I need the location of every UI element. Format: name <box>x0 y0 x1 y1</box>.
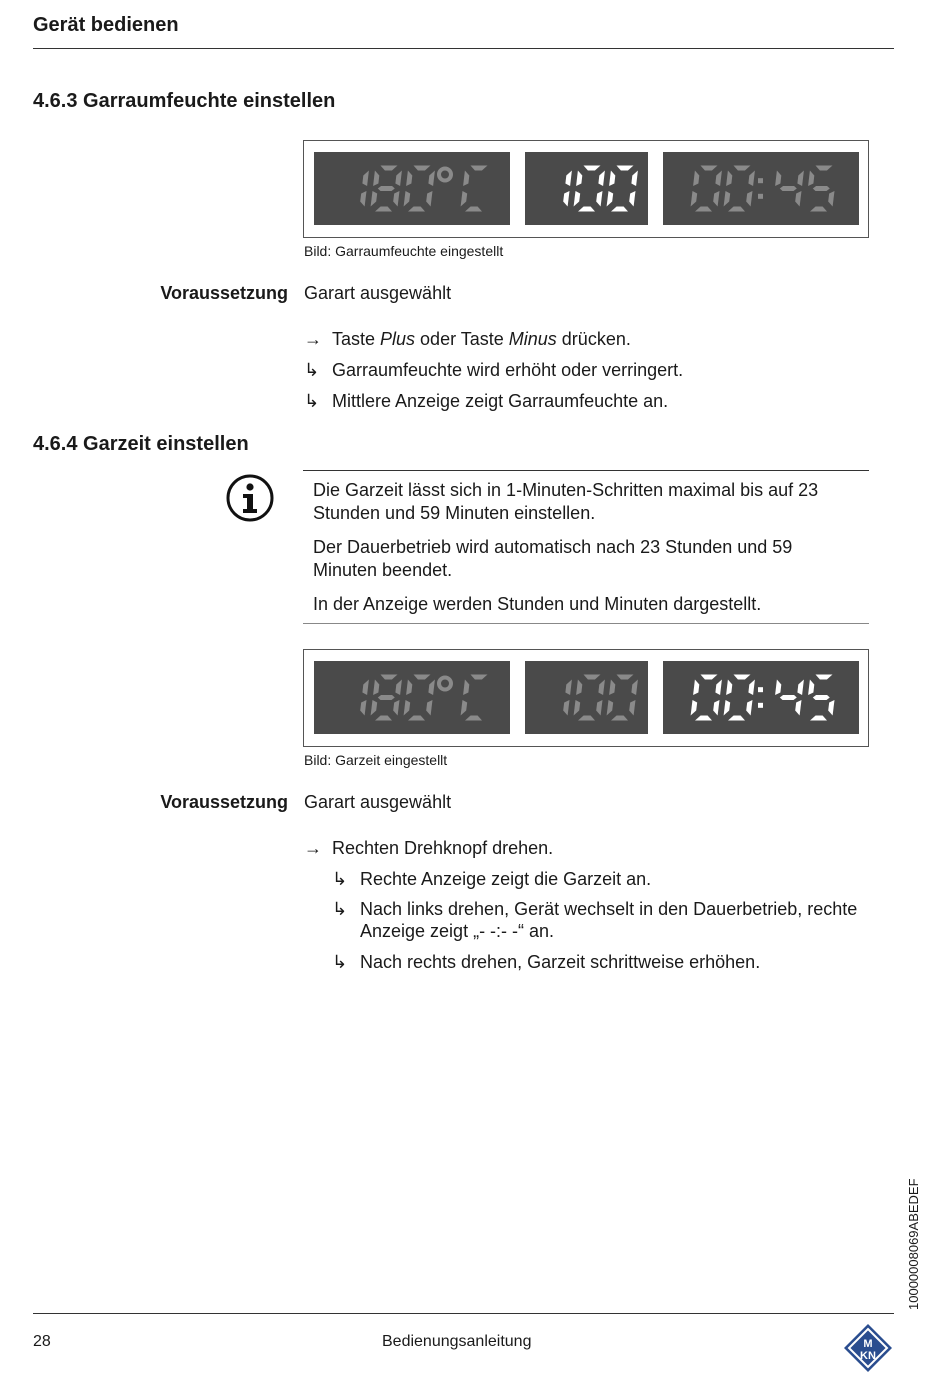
digit-segment <box>797 680 804 696</box>
digit-segment <box>609 171 615 187</box>
digit-segment <box>362 680 369 696</box>
digit-segment <box>828 191 834 207</box>
digit-segment <box>795 700 801 716</box>
info-icon <box>226 474 274 522</box>
digit-segment <box>598 171 605 187</box>
digit-segment <box>726 171 732 187</box>
prerequisite-label: Voraussetzung <box>160 792 288 812</box>
digit-segment <box>428 680 435 696</box>
digit-segment <box>746 191 752 207</box>
digit-segment <box>693 171 699 187</box>
digit-segment <box>631 171 638 187</box>
svg-text:KN: KN <box>860 1350 876 1362</box>
prerequisite-value: Garart ausgewählt <box>304 283 452 303</box>
digit-segment <box>584 166 601 171</box>
digit-segment <box>816 675 833 680</box>
time-segment-digits <box>663 152 859 225</box>
digit-segment <box>715 171 722 187</box>
digit-segment <box>780 695 797 700</box>
humidity-segment-digits <box>525 152 648 225</box>
digit-segment <box>598 680 605 696</box>
prerequisite-value: Garart ausgewählt <box>304 792 452 812</box>
digit-segment <box>816 166 833 171</box>
digit-segment <box>748 171 755 187</box>
digit-segment <box>596 191 602 207</box>
digit-segment <box>607 191 614 207</box>
figure-caption: Bild: Garraumfeuchte eingestellt <box>304 243 504 259</box>
section-heading-humidity: 4.6.3 Garraumfeuchte einstellen <box>33 90 336 112</box>
digit-segment <box>371 700 378 716</box>
digit-segment <box>808 171 814 187</box>
digit-segment <box>414 166 431 171</box>
digit-segment <box>715 680 722 696</box>
digit-segment <box>565 171 572 187</box>
digit-segment <box>395 680 402 696</box>
action-arrow-icon: → <box>304 838 322 858</box>
digit-segment <box>381 166 398 171</box>
digit-segment <box>471 166 488 171</box>
digit-segment <box>375 716 392 721</box>
segment-colon-dot <box>758 687 763 692</box>
mkn-logo <box>842 1322 894 1374</box>
digit-segment <box>578 207 595 212</box>
digit-segment <box>695 716 712 721</box>
digit-segment <box>576 171 582 187</box>
note-paragraph: Der Dauerbetrieb wird automatisch nach 23 Stunden und 59 Minuten beendet. <box>313 537 793 580</box>
result-arrow-icon: ↳ <box>332 952 348 972</box>
digit-segment <box>393 700 399 716</box>
display-panel-humidity <box>303 140 869 238</box>
digit-segment <box>371 191 378 207</box>
time-display <box>663 152 859 225</box>
digit-segment <box>734 675 751 680</box>
digit-segment <box>810 207 827 212</box>
digit-segment <box>426 191 432 207</box>
digit-segment <box>406 171 412 187</box>
figure-caption: Bild: Garzeit eingestellt <box>304 752 448 768</box>
digit-segment <box>395 171 402 187</box>
header-divider <box>33 48 894 49</box>
digit-segment <box>378 695 395 700</box>
digit-segment <box>471 675 488 680</box>
digit-segment <box>828 700 834 716</box>
digit-segment <box>563 191 569 207</box>
digit-segment <box>691 191 698 207</box>
digit-segment <box>713 191 719 207</box>
digit-segment <box>693 680 699 696</box>
digit-segment <box>574 191 581 207</box>
time-segment-digits <box>663 661 859 734</box>
digit-segment <box>360 191 366 207</box>
digit-segment <box>373 171 379 187</box>
temperature-segment-digits <box>314 152 510 225</box>
segment-colon-dot <box>758 703 763 708</box>
digit-segment <box>813 186 830 191</box>
segment-degree-mark <box>439 678 451 690</box>
digit-segment <box>617 675 634 680</box>
digit-segment <box>465 716 482 721</box>
digit-segment <box>426 700 432 716</box>
digit-segment <box>780 186 797 191</box>
digit-segment <box>408 716 425 721</box>
digit-segment <box>629 191 635 207</box>
digit-segment <box>375 207 392 212</box>
digit-segment <box>808 680 814 696</box>
digit-segment <box>746 700 752 716</box>
digit-segment <box>373 680 379 696</box>
digit-segment <box>691 700 698 716</box>
digit-segment <box>701 166 718 171</box>
digit-segment <box>724 191 731 207</box>
humidity-display <box>525 152 648 225</box>
info-note <box>303 470 869 624</box>
digit-segment <box>393 191 399 207</box>
result-arrow-icon: ↳ <box>332 869 348 889</box>
prerequisite-label: Voraussetzung <box>160 283 288 303</box>
digit-segment <box>813 695 830 700</box>
digit-segment <box>362 171 369 187</box>
digit-segment <box>578 716 595 721</box>
digit-segment <box>461 700 468 716</box>
digit-segment <box>701 675 718 680</box>
digit-segment <box>406 680 412 696</box>
result-arrow-icon: ↳ <box>304 360 320 380</box>
digit-segment <box>584 675 601 680</box>
action-arrow-icon: → <box>304 329 322 349</box>
segment-colon-dot <box>758 194 763 199</box>
note-paragraph: In der Anzeige werden Stunden und Minuten dargestellt. <box>313 594 762 614</box>
temperature-display <box>314 152 510 225</box>
digit-segment <box>631 680 638 696</box>
section-heading-cooking-time: 4.6.4 Garzeit einstellen <box>33 433 249 455</box>
digit-segment <box>404 191 411 207</box>
digit-segment <box>728 207 745 212</box>
result-arrow-icon: ↳ <box>304 391 320 411</box>
digit-segment <box>607 700 614 716</box>
digit-segment <box>726 680 732 696</box>
footer-divider <box>33 1313 894 1314</box>
digit-segment <box>629 700 635 716</box>
digit-segment <box>713 700 719 716</box>
digit-segment <box>728 716 745 721</box>
time-display <box>663 661 859 734</box>
display-panel-time <box>303 649 869 747</box>
digit-segment <box>775 171 781 187</box>
digit-segment <box>463 171 469 187</box>
digit-segment <box>378 186 395 191</box>
document-code: 10000008069ABEDEF <box>906 1178 921 1310</box>
digit-segment <box>810 716 827 721</box>
temperature-display <box>314 661 510 734</box>
digit-segment <box>596 700 602 716</box>
logo-text: M <box>863 1338 873 1350</box>
digit-segment <box>775 680 781 696</box>
humidity-segment-digits <box>525 661 648 734</box>
digit-segment <box>797 171 804 187</box>
digit-segment <box>724 700 731 716</box>
digit-segment <box>574 700 581 716</box>
digit-segment <box>617 166 634 171</box>
digit-segment <box>563 700 569 716</box>
digit-segment <box>381 675 398 680</box>
segment-colon-dot <box>758 178 763 183</box>
digit-segment <box>360 700 366 716</box>
page-header-title: Gerät bedienen <box>33 14 179 36</box>
temperature-segment-digits <box>314 661 510 734</box>
digit-segment <box>611 207 628 212</box>
note-paragraph: Die Garzeit lässt sich in 1-Minuten-Schritten maximal bis auf 23 Stunden und 59 Minuten einstellen. <box>313 480 819 523</box>
digit-segment <box>748 680 755 696</box>
digit-segment <box>565 680 572 696</box>
footer-title: Bedienungsanleitung <box>382 1333 532 1350</box>
digit-segment <box>414 675 431 680</box>
result-arrow-icon: ↳ <box>332 899 348 919</box>
digit-segment <box>576 680 582 696</box>
digit-segment <box>611 716 628 721</box>
digit-segment <box>795 191 801 207</box>
digit-segment <box>408 207 425 212</box>
digit-segment <box>465 207 482 212</box>
digit-segment <box>609 680 615 696</box>
digit-segment <box>734 166 751 171</box>
humidity-display <box>525 661 648 734</box>
digit-segment <box>461 191 468 207</box>
digit-segment <box>428 171 435 187</box>
segment-degree-mark <box>439 169 451 181</box>
digit-segment <box>463 680 469 696</box>
digit-segment <box>404 700 411 716</box>
page-number: 28 <box>33 1333 51 1350</box>
digit-segment <box>695 207 712 212</box>
